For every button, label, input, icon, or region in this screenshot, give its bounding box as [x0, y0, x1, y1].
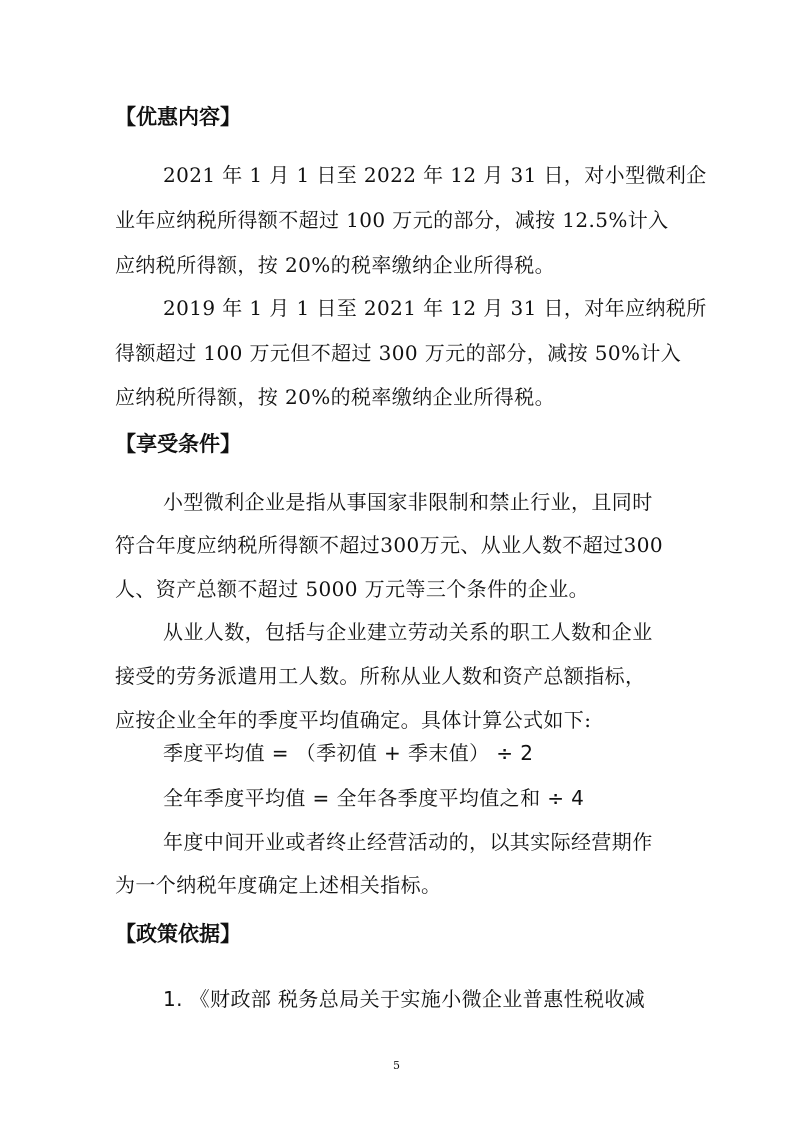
paragraph-line: 年度中间开业或者终止经营活动的，以其实际经营期作	[163, 830, 653, 854]
paragraph-line: 小型微利企业是指从事国家非限制和禁止行业，且同时	[163, 490, 653, 514]
policy-item: 1. 《财政部 税务总局关于实施小微企业普惠性税收减	[163, 987, 646, 1011]
section-heading-conditions: 【享受条件】	[115, 432, 241, 456]
formula-line: 季度平均值 = （季初值 + 季末值） ÷ 2	[163, 741, 534, 765]
paragraph-line: 应纳税所得额，按 20%的税率缴纳企业所得税。	[115, 385, 556, 409]
paragraph-line: 2019 年 1 月 1 日至 2021 年 12 月 31 日，对年应纳税所	[163, 296, 707, 320]
paragraph-line: 从业人数，包括与企业建立劳动关系的职工人数和企业	[163, 620, 653, 644]
paragraph-line: 符合年度应纳税所得额不超过300万元、从业人数不超过300	[115, 533, 663, 557]
page-number: 5	[393, 1059, 400, 1072]
paragraph-line: 为一个纳税年度确定上述相关指标。	[115, 873, 442, 897]
paragraph-line: 接受的劳务派遣用工人数。所称从业人数和资产总额指标，	[115, 664, 646, 688]
section-heading-benefits: 【优惠内容】	[115, 105, 241, 129]
paragraph-line: 业年应纳税所得额不超过 100 万元的部分，减按 12.5%计入	[115, 208, 669, 232]
paragraph-line: 应按企业全年的季度平均值确定。具体计算公式如下:	[115, 708, 592, 732]
section-heading-basis: 【政策依据】	[115, 922, 241, 946]
paragraph-line: 得额超过 100 万元但不超过 300 万元的部分，减按 50%计入	[115, 341, 682, 365]
paragraph-line: 人、资产总额不超过 5000 万元等三个条件的企业。	[115, 577, 590, 601]
paragraph-line: 2021 年 1 月 1 日至 2022 年 12 月 31 日，对小型微利企	[163, 163, 707, 187]
paragraph-line: 应纳税所得额，按 20%的税率缴纳企业所得税。	[115, 253, 556, 277]
formula-line: 全年季度平均值 = 全年各季度平均值之和 ÷ 4	[163, 786, 585, 810]
